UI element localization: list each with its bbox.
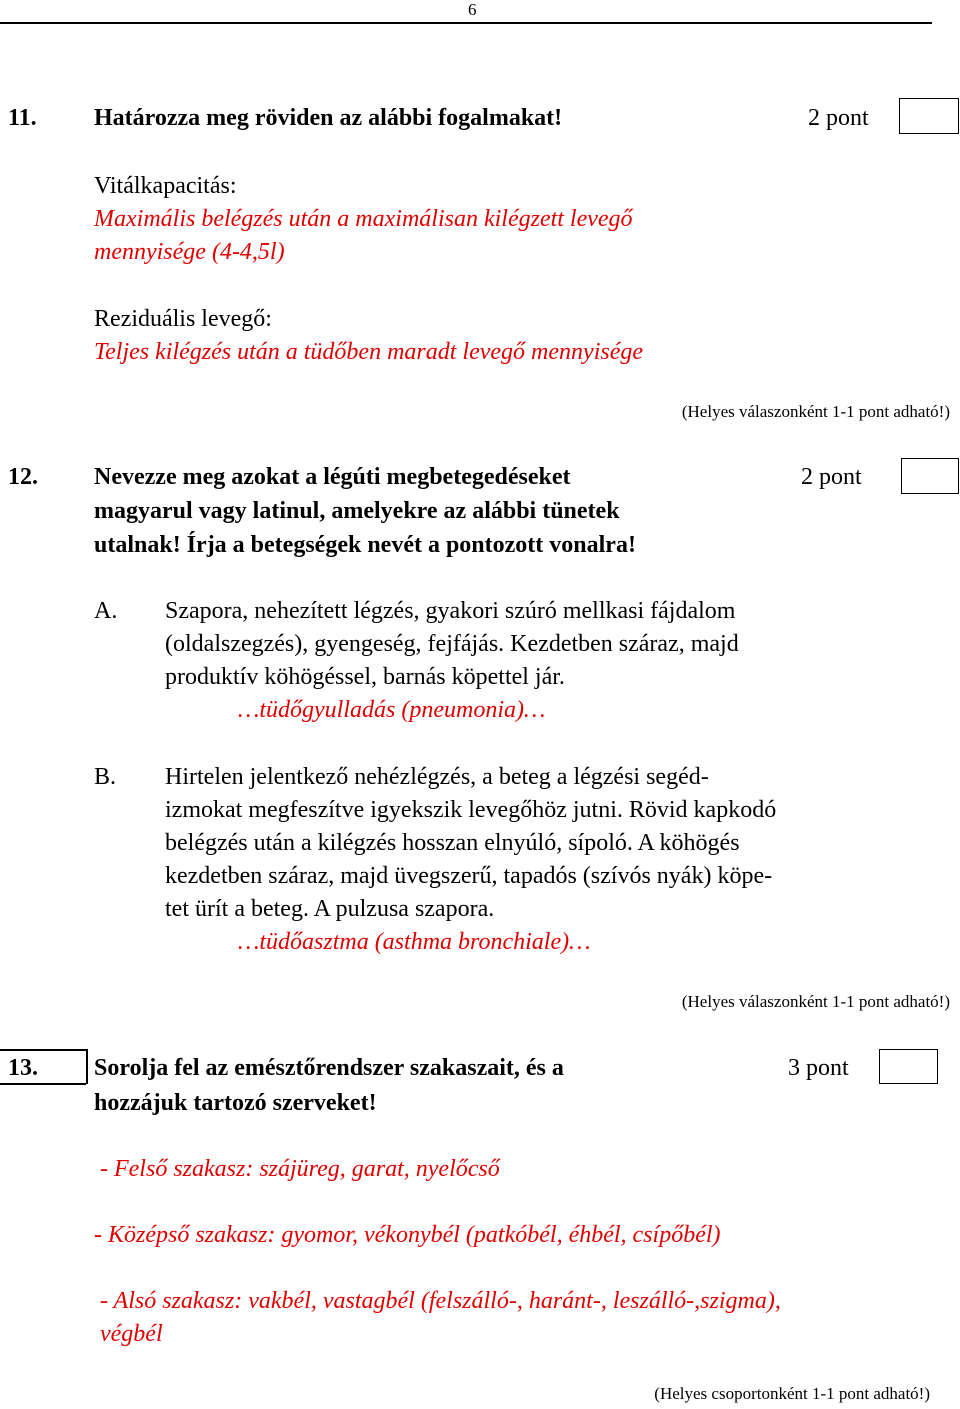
q11-score-box[interactable]	[899, 98, 959, 134]
q12-b-answer: …tüdőasztma (asthma bronchiale)…	[238, 929, 591, 955]
q13-scoring-note: (Helyes csoportonként 1-1 pont adható!)	[654, 1384, 930, 1403]
q13-answer-lower-line2: végbél	[100, 1321, 163, 1347]
q12-scoring-note: (Helyes válaszonként 1-1 pont adható!)	[681, 992, 950, 1011]
q13-divider	[86, 1049, 88, 1084]
q13-title-line2: hozzájuk tartozó szerveket!	[94, 1090, 377, 1116]
header-rule	[0, 22, 932, 24]
q12-title-line2: magyarul vagy latinul, amelyekre az alábbi tünetek	[94, 498, 620, 524]
q13-answer-upper: - Felső szakasz: szájüreg, garat, nyelőcső	[100, 1156, 500, 1182]
q11-term-vitalkapacitas: Vitálkapacitás:	[94, 173, 237, 199]
q11-title: Határozza meg röviden az alábbi fogalmakat!	[94, 105, 563, 131]
q12-b-line5: tet ürít a beteg. A pulzusa szapora.	[165, 896, 495, 922]
q12-a-line3: produktív köhögéssel, barnás köpettel jár.	[165, 664, 565, 690]
q12-points: 2 pont	[801, 464, 862, 490]
q12-title-line3: utalnak! Írja a betegségek nevét a pontozott vonalra!	[94, 532, 636, 558]
q13-score-box[interactable]	[879, 1049, 938, 1084]
q11-points: 2 pont	[808, 105, 869, 131]
page-number: 6	[468, 0, 477, 19]
q12-b-line1: Hirtelen jelentkező nehézlégzés, a beteg a légzési segéd-	[165, 764, 709, 790]
q12-a-line2: (oldalszegzés), gyengeség, fejfájás. Kezdetben száraz, majd	[165, 631, 739, 657]
q13-points: 3 pont	[788, 1055, 849, 1081]
q13-number: 13.	[8, 1055, 38, 1081]
q11-answer1-line2: mennyisége (4-4,5l)	[94, 239, 285, 265]
q12-a-label: A.	[94, 598, 118, 624]
q12-b-line2: izmokat megfeszítve igyekszik levegőhöz jutni. Rövid kapkodó	[165, 797, 777, 823]
q11-answer1-line1: Maximális belégzés után a maximálisan kilégzett levegő	[94, 206, 633, 232]
q12-a-answer: …tüdőgyulladás (pneumonia)…	[238, 697, 546, 723]
q12-number: 12.	[8, 464, 38, 490]
q11-term-rezidualis: Reziduális levegő:	[94, 306, 272, 332]
q12-b-line3: belégzés után a kilégzés hosszan elnyúló, sípoló. A köhögés	[165, 830, 740, 856]
q13-title-line1: Sorolja fel az emésztőrendszer szakaszait, és a	[94, 1055, 564, 1081]
q13-answer-lower-line1: - Alsó szakasz: vakbél, vastagbél (felszálló-, haránt-, leszálló-,szigma),	[100, 1288, 781, 1314]
q12-score-box[interactable]	[901, 458, 959, 494]
q11-answer2: Teljes kilégzés után a tüdőben maradt levegő mennyisége	[94, 339, 643, 365]
q12-b-line4: kezdetben száraz, majd üvegszerű, tapadós (szívós nyák) köpe-	[165, 863, 773, 889]
q12-a-line1: Szapora, nehezített légzés, gyakori szúró mellkasi fájdalom	[165, 598, 736, 624]
q12-b-label: B.	[94, 764, 117, 790]
q13-answer-middle: - Középső szakasz: gyomor, vékonybél (patkóbél, éhbél, csípőbél)	[94, 1222, 721, 1248]
q11-number: 11.	[8, 105, 37, 131]
q12-title-line1: Nevezze meg azokat a légúti megbetegedéseket	[94, 464, 571, 490]
q11-scoring-note: (Helyes válaszonként 1-1 pont adható!)	[681, 402, 950, 421]
